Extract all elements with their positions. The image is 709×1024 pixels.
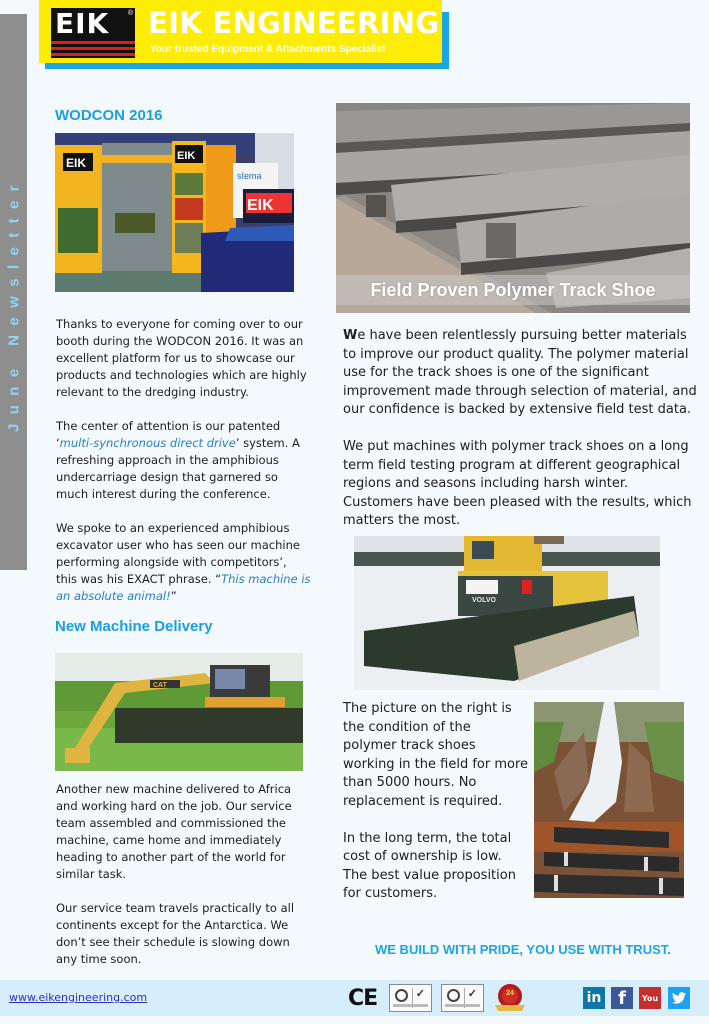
- customer-quote: This machine is an absolute animal!: [56, 572, 311, 603]
- svg-text:VOLVO: VOLVO: [472, 597, 496, 604]
- cert-caption: [445, 1004, 480, 1007]
- text: ”: [170, 589, 177, 603]
- wodcon-heading: WODCON 2016: [55, 107, 163, 124]
- tagline: WE BUILD WITH PRIDE, YOU USE WITH TRUST.: [375, 942, 671, 957]
- youtube-icon[interactable]: You: [639, 987, 661, 1009]
- iso-certification-icon: [389, 984, 432, 1012]
- logo-text: EIK: [55, 8, 110, 40]
- condition-article: [343, 700, 528, 922]
- delivery-paragraph-2: Our service team travels practically to all continents except for the Antarctica. We don’t see their schedule is slowing down any time soon.: [56, 901, 295, 966]
- condition-paragraph-2: In the long term, the total cost of ownership is low. The best value proposition for customers.: [343, 830, 516, 901]
- svg-text:CAT: CAT: [153, 682, 167, 689]
- twitter-icon[interactable]: [668, 987, 690, 1009]
- text: We spoke to an experienced amphibious excavator user who has seen our machine performing alongside with competitors’, this was his EXACT phrase. “: [56, 521, 300, 586]
- text: The center of attention is our patented ‘: [56, 419, 281, 450]
- bird-glyph: [672, 992, 686, 1004]
- field-track-shoes-photo: [534, 702, 684, 898]
- polymer-paragraph-2: We put machines with polymer track shoes on a long term field testing program at different geographical regions and seasons including harsh winter. Customers have been pleased with the results, which matters the most.: [343, 439, 692, 528]
- registered-mark: ®: [127, 10, 133, 17]
- hero-caption: Field Proven Polymer Track Shoe: [336, 275, 690, 305]
- delivery-photo: [55, 653, 303, 771]
- sidebar-label: [0, 14, 27, 570]
- check-icon: ✓: [467, 988, 477, 1000]
- booth-image: [55, 133, 294, 292]
- cert-ring: [447, 989, 460, 1002]
- delivery-paragraph-1: Another new machine delivered to Africa and working hard on the job. Our service team assembled and commissioned the machine, came home and immediately heading to another part of the world for similar task.: [56, 782, 292, 881]
- iso-certification-icon: [441, 984, 484, 1012]
- sidebar-band: [0, 14, 27, 570]
- svg-text:EIK: EIK: [247, 197, 274, 214]
- company-title: EIK ENGINEERING: [148, 6, 440, 40]
- svg-text:EIK: EIK: [66, 156, 87, 170]
- text: e have been relentlessly pursuing better materials to improve our product quality. The polymer material use for the track shoes is one of the significant improvement made through selection of material, and our confidence is backed by extensive field test data.: [343, 328, 697, 417]
- volvo-snow-image: [354, 536, 660, 690]
- svg-text:EIK: EIK: [177, 150, 196, 162]
- anniversary-seal-icon: [493, 983, 527, 1013]
- ce-mark-icon: CE: [348, 986, 378, 1011]
- cert-caption: [393, 1004, 428, 1007]
- newsletter-vertical-label: June Newsletter: [5, 175, 22, 433]
- logo-stripe: [51, 47, 135, 50]
- condition-paragraph-1: The picture on the right is the condition of the polymer track shoes working in the field for more than 5000 hours. No replacement is required.: [343, 701, 529, 809]
- polymer-paragraph-1: [343, 327, 698, 420]
- svg-text:24: 24: [506, 990, 514, 997]
- footer-bar: [0, 980, 709, 1016]
- polymer-article: [343, 327, 698, 549]
- eik-logo: [51, 8, 135, 58]
- check-icon: ✓: [415, 988, 425, 1000]
- drop-initial: W: [343, 328, 358, 343]
- patent-highlight: multi-synchronous direct drive: [59, 436, 236, 450]
- wodcon-paragraph-3: [56, 520, 311, 605]
- wodcon-paragraph-2: [56, 418, 311, 503]
- text: ’ system. A refreshing approach in the amphibious undercarriage design that garnered so much interest during the conference.: [56, 436, 300, 501]
- facebook-icon[interactable]: f: [611, 987, 633, 1009]
- wodcon-article: [56, 316, 311, 622]
- wodcon-paragraph-1: Thanks to everyone for coming over to our booth during the WODCON 2016. It was an excellent platform for us to showcase our products and technologies which are highly relevant to the dredging industry.: [56, 317, 307, 399]
- svg-text:sIema: sIema: [237, 171, 262, 181]
- logo-stripe: [51, 41, 135, 44]
- track-shoe-hero-photo: [336, 103, 690, 313]
- excavator-marsh-image: [55, 653, 303, 771]
- cert-ring: [395, 989, 408, 1002]
- linkedin-icon[interactable]: in: [583, 987, 605, 1009]
- company-subtitle: Your trusted Equipment & Attachments Specialist: [150, 44, 386, 55]
- wodcon-booth-photo: [55, 133, 294, 292]
- trench-track-shoes-image: [534, 702, 684, 898]
- website-link[interactable]: www.eikengineering.com: [9, 991, 148, 1004]
- delivery-heading: New Machine Delivery: [55, 618, 213, 635]
- logo-stripe: [51, 53, 135, 56]
- delivery-article: [56, 781, 311, 985]
- snow-excavator-photo: [354, 536, 660, 690]
